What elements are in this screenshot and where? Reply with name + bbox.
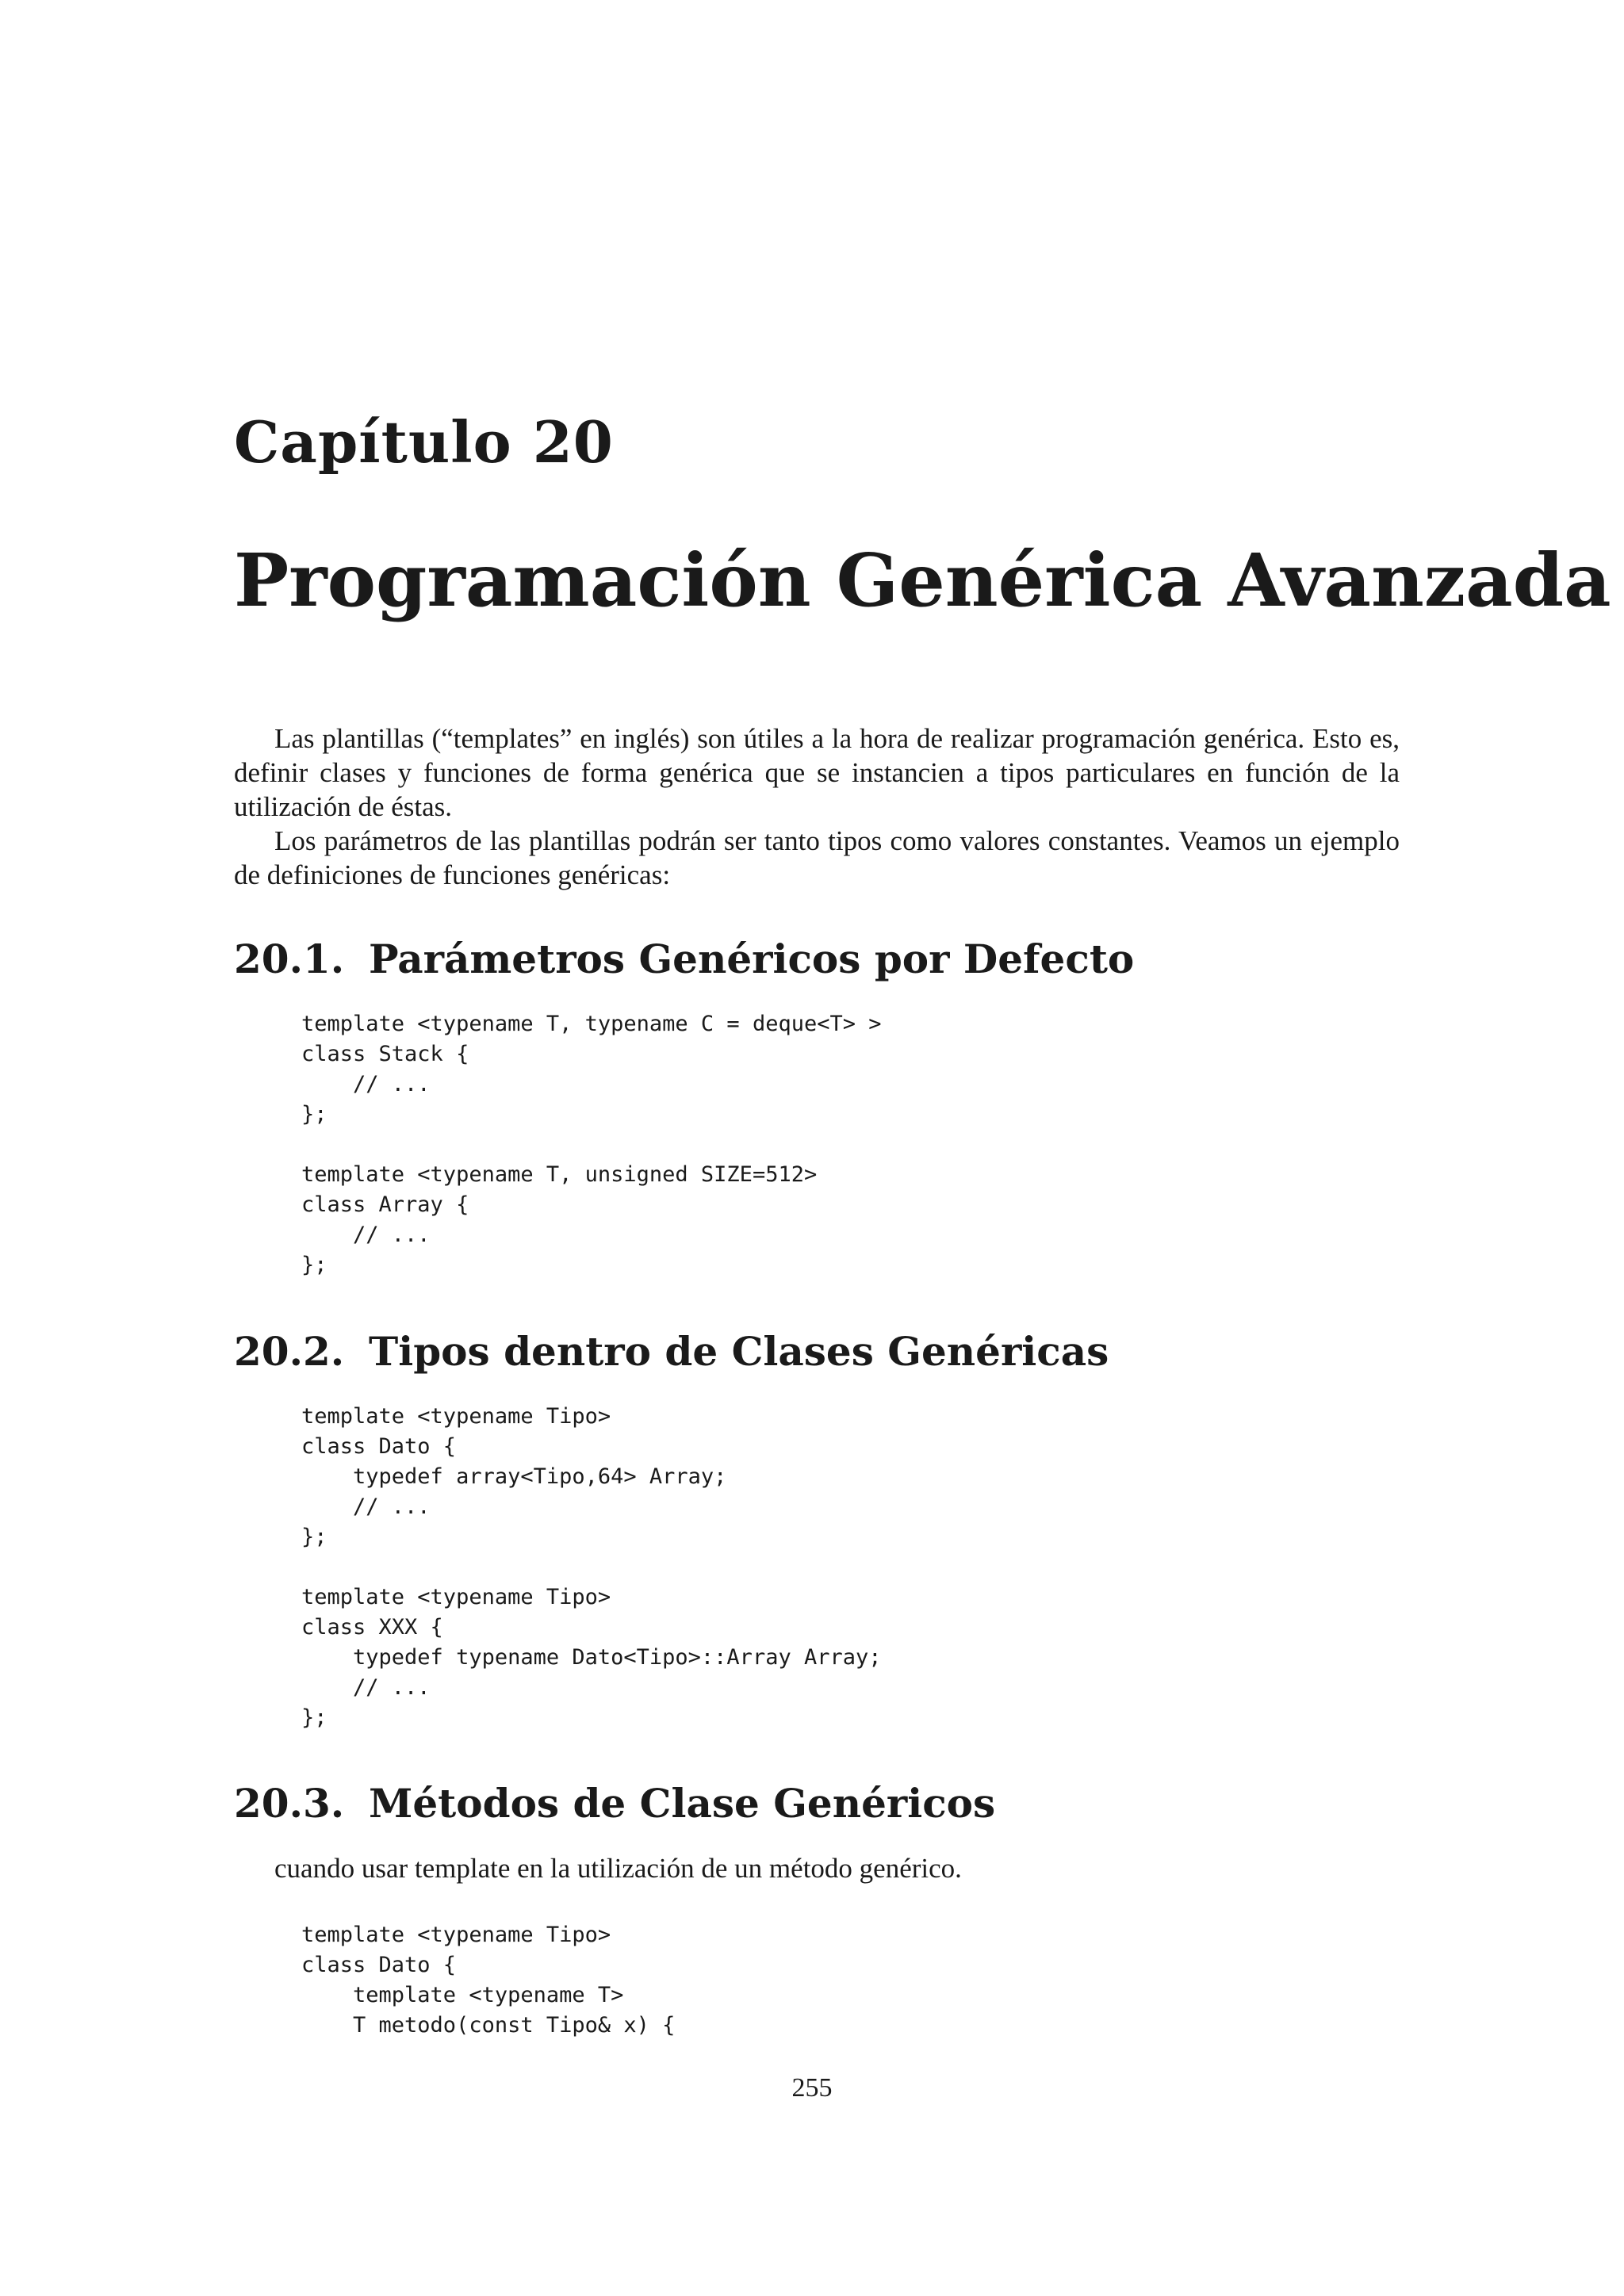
section-title: Parámetros Genéricos por Defecto — [369, 936, 1135, 982]
code-block: template <typename Tipo> class Dato { template <typename T> T metodo(const Tipo& x) { — [301, 1923, 676, 2038]
section-number: 20.1. — [234, 936, 345, 982]
section-title: Métodos de Clase Genéricos — [369, 1780, 996, 1827]
section-title: Tipos dentro de Clases Genéricas — [369, 1328, 1109, 1375]
section-heading — [234, 936, 1134, 982]
chapter-label: Capítulo 20 — [234, 408, 614, 476]
chapter-title: Programación Genérica Avanzada — [234, 538, 1611, 623]
intro-paragraph: Las plantillas (“templates” en inglés) son útiles a la hora de realizar programación genérica. Esto es, definir clases y funciones de forma genérica que se instancien a tipos particulares en función de la utilización de éstas. — [234, 723, 1400, 822]
code-block: template <typename T, typename C = deque<T> > class Stack { // ... }; template <typename T, unsigned SIZE=512> class Array { // ... }; — [301, 1012, 882, 1277]
intro-paragraph: Los parámetros de las plantillas podrán ser tanto tipos como valores constantes. Veamos un ejemplo de definiciones de funciones genéricas: — [234, 825, 1400, 890]
section-heading — [234, 1780, 995, 1827]
section-text: cuando usar template en la utilización de un método genérico. — [274, 1853, 962, 1884]
section-heading — [234, 1328, 1109, 1375]
page-number: 255 — [791, 2073, 833, 2103]
section-number: 20.3. — [234, 1780, 345, 1827]
intro-text — [234, 721, 1400, 892]
section-number: 20.2. — [234, 1328, 345, 1375]
code-block: template <typename Tipo> class Dato { typedef array<Tipo,64> Array; // ... }; template <typename Tipo> class XXX { typedef typename Dato<Tipo>::Array Array; // ... }; — [301, 1404, 882, 1730]
